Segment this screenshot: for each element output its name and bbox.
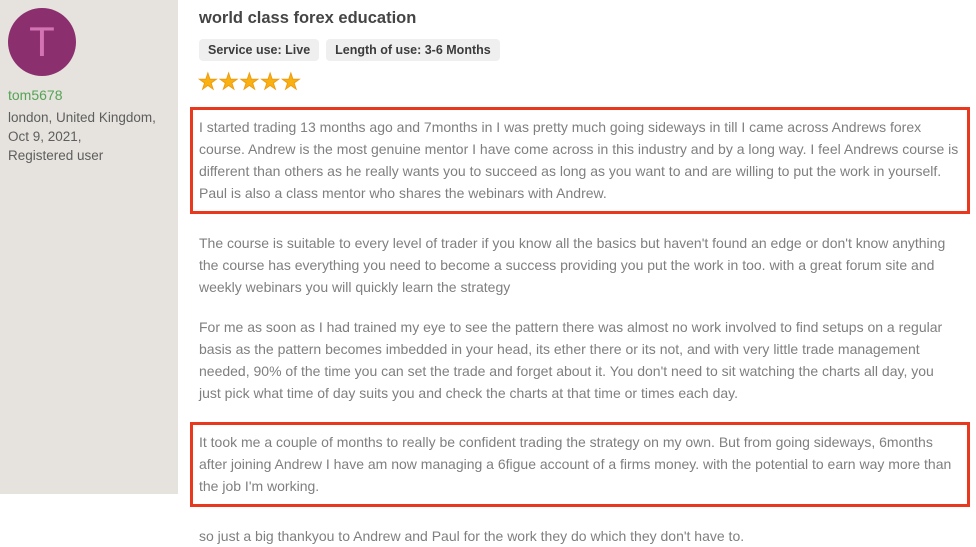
avatar-initial: T xyxy=(29,18,55,65)
review-paragraph: For me as soon as I had trained my eye to see the pattern there was almost no work involved to find setups on a regular basis as the pattern becomes imbedded in your head, its ether there or its not, and with very little trade management needed, 90% of the time you can set the trade and forget about it. You don't need to sit watching the charts all day, you just pick what time of day suits you and check the charts at that time or times each day. xyxy=(199,319,943,401)
review-date: Oct 9, 2021, xyxy=(8,129,82,144)
author-role: Registered user xyxy=(8,148,104,163)
review-paragraph-highlighted: It took me a couple of months to really be confident trading the strategy on my own. But from going sideways, 6months after joining Andrew I have am now managing a 6figue account of a firms money. with the potential to earn way more than the job I'm working. xyxy=(190,422,970,507)
username-link[interactable]: tom5678 xyxy=(8,87,63,103)
badge-row xyxy=(199,39,970,61)
usage-badge: Service use: Live xyxy=(199,39,319,61)
review-body xyxy=(199,107,970,547)
review-paragraph: The course is suitable to every level of trader if you know all the basics but haven't found an edge or don't know anything the course has everything you need to become a success providing you put the work in too. with a great forum site and weekly webinars you will quickly learn the strategy xyxy=(199,235,946,295)
usage-badge: Length of use: 3-6 Months xyxy=(326,39,500,61)
avatar[interactable] xyxy=(8,8,76,76)
author-meta xyxy=(8,108,170,165)
star-icon: ★ xyxy=(280,69,302,94)
star-icon: ★ xyxy=(260,69,281,94)
review-content xyxy=(178,0,976,544)
review-paragraph: so just a big thankyou to Andrew and Paul for the work they do which they don't have to. xyxy=(199,528,745,544)
review-title: world class forex education xyxy=(199,9,417,27)
star-icon: ★ xyxy=(198,69,219,94)
star-icon: ★ xyxy=(218,69,240,94)
author-sidebar xyxy=(0,0,178,494)
star-icon: ★ xyxy=(239,69,261,94)
author-location: london, United Kingdom, xyxy=(8,110,156,125)
star-rating xyxy=(198,69,970,95)
review-paragraph-highlighted: I started trading 13 months ago and 7months in I was pretty much going sideways in till I came across Andrews forex course. Andrew is the most genuine mentor I have come across in this industry and by a long way. I feel Andrews course is different than others as he really wants you to succeed as long as you want to and are willing to put the work in yourself. Paul is also a class mentor who shares the webinars with Andrew. xyxy=(190,107,970,214)
